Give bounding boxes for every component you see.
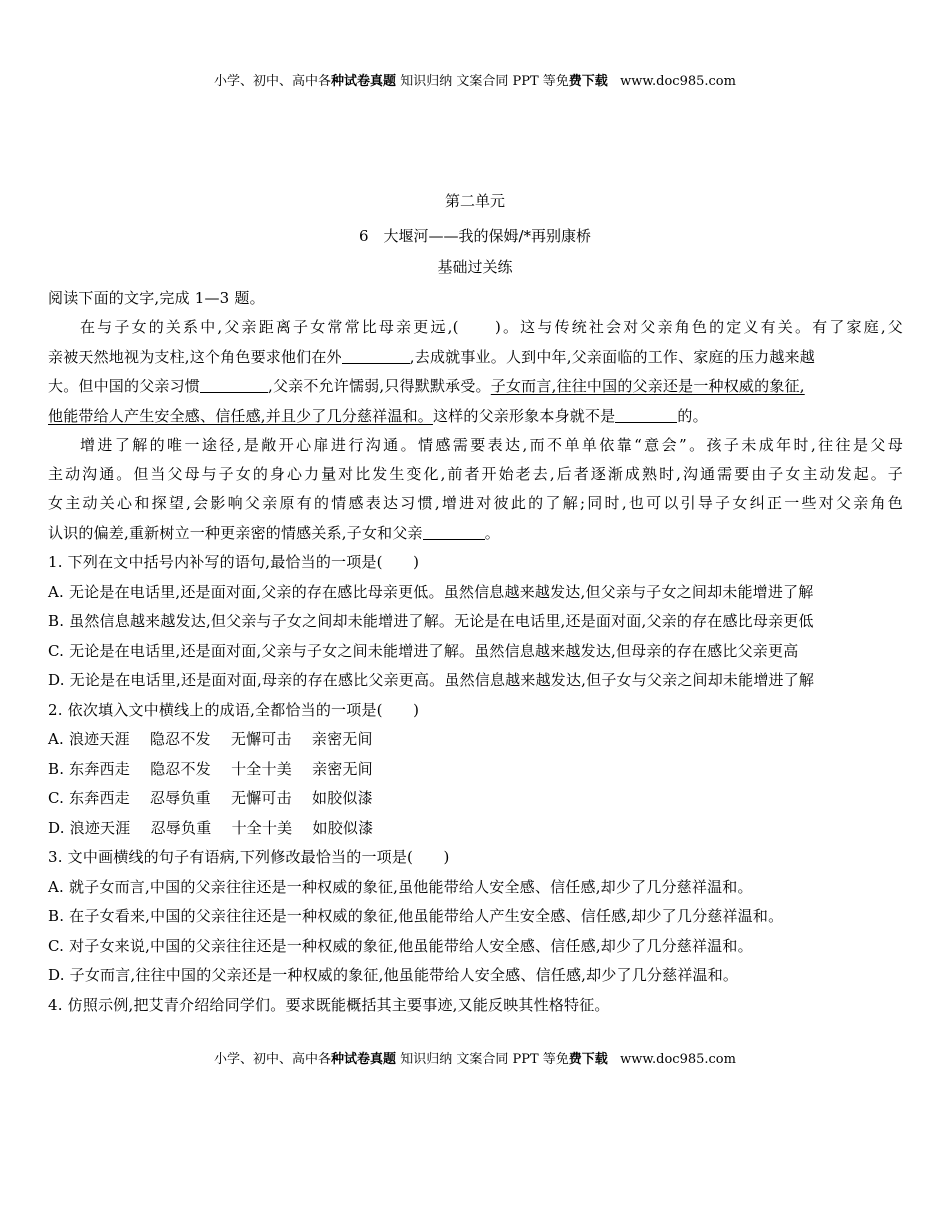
fill-blank-1[interactable] [342, 349, 410, 364]
question-3-option-d[interactable]: D. 子女而言,往往中国的父亲还是一种权威的象征,他虽能带给人安全感、信任感,却少了几分慈祥温和。 [48, 966, 739, 984]
question-1-option-d[interactable]: D. 无论是在电话里,还是面对面,母亲的存在感比父亲更高。虽然信息越来越发达,但子女与父亲之间却未能增进了解 [48, 671, 815, 689]
footer-bold-text: 种试卷真题 [331, 1052, 397, 1067]
underlined-sentence: 子女而言,往往中国的父亲还是一种权威的象征, [490, 377, 805, 395]
question-2-option-a[interactable]: A. 浪迹天涯 隐忍不发 无懈可击 亲密无间 [48, 730, 373, 748]
footer-url[interactable]: www.doc985.com [607, 1052, 736, 1067]
lesson-title: 6 大堰河——我的保姆/*再别康桥 [358, 227, 592, 245]
passage-p1-line4: 他能带给人产生安全感、信任感,并且少了几分慈祥温和。这样的父亲形象本身就不是 的。 [48, 407, 708, 425]
passage-p2-line3: 女主动关心和探望,会影响父亲原有的情感表达习惯,增进对彼此的了解;同时,也可以引导子女纠正一些对父亲角色 [48, 494, 903, 512]
underlined-sentence: 他能带给人产生安全感、信任感,并且少了几分慈祥温和。 [48, 407, 433, 425]
header-text: 小学、初中、高中各 [214, 74, 332, 89]
passage-p1-line2: 亲被天然地视为支柱,这个角色要求他们在外 ,去成就事业。人到中年,父亲面临的工作、家庭的压力越来越 [48, 348, 815, 366]
footer-bold-text: 费下载 [568, 1052, 608, 1067]
question-1-option-c[interactable]: C. 无论是在电话里,还是面对面,父亲与子女之间未能增进了解。虽然信息越来越发达,但母亲的存在感比父亲更高 [48, 642, 799, 660]
question-1-stem: 1. 下列在文中括号内补写的语句,最恰当的一项是( ) [48, 553, 420, 571]
passage-p2-line2: 主动沟通。但当父母与子女的身心力量对比发生变化,前者开始老去,后者逐渐成熟时,沟通需要由子女主动发起。子 [48, 465, 903, 483]
header-bold-text: 费下载 [568, 74, 608, 89]
unit-title: 第二单元 [444, 192, 505, 210]
question-2-option-c[interactable]: C. 东奔西走 忍辱负重 无懈可击 如胶似漆 [48, 789, 373, 807]
section-title: 基础过关练 [437, 258, 513, 276]
page-footer [0, 1048, 950, 1067]
page-header [0, 70, 950, 89]
fill-blank-3[interactable] [615, 408, 677, 423]
question-1-option-a[interactable]: A. 无论是在电话里,还是面对面,父亲的存在感比母亲更低。虽然信息越来越发达,但父亲与子女之间却未能增进了解 [48, 583, 814, 601]
question-3-option-a[interactable]: A. 就子女而言,中国的父亲往往还是一种权威的象征,虽他能带给人安全感、信任感,却少了几分慈祥温和。 [48, 878, 753, 896]
header-text: 知识归纳 [396, 74, 453, 89]
question-2-option-b[interactable]: B. 东奔西走 隐忍不发 十全十美 亲密无间 [48, 760, 373, 778]
header-url[interactable]: www.doc985.com [607, 74, 736, 89]
passage-p2-line1: 增进了解的唯一途径,是敞开心扉进行沟通。情感需要表达,而不单单依靠“意会”。孩子未成年时,往往是父母 [80, 436, 903, 454]
footer-text: 文案合同 PPT 等免 [452, 1052, 569, 1067]
question-3-option-c[interactable]: C. 对子女来说,中国的父亲往往还是一种权威的象征,他虽能带给人安全感、信任感,却少了几分慈祥温和。 [48, 937, 753, 955]
reading-intro: 阅读下面的文字,完成 1—3 题。 [48, 289, 265, 307]
footer-text: 知识归纳 [396, 1052, 453, 1067]
fill-blank-2[interactable] [200, 378, 268, 393]
question-2-stem: 2. 依次填入文中横线上的成语,全都恰当的一项是( ) [48, 701, 420, 719]
question-1-option-b[interactable]: B. 虽然信息越来越发达,但父亲与子女之间却未能增进了解。无论是在电话里,还是面对面,父亲的存在感比母亲更低 [48, 612, 814, 630]
question-4-stem: 4. 仿照示例,把艾青介绍给同学们。要求既能概括其主要事迹,又能反映其性格特征。 [48, 996, 610, 1014]
question-3-option-b[interactable]: B. 在子女看来,中国的父亲往往还是一种权威的象征,他虽能带给人产生安全感、信任感,却少了几分慈祥温和。 [48, 907, 784, 925]
fill-blank-4[interactable] [423, 525, 485, 540]
passage-p2-line4: 认识的偏差,重新树立一种更亲密的情感关系,子女和父亲 。 [48, 524, 500, 542]
footer-text: 小学、初中、高中各 [214, 1052, 332, 1067]
header-bold-text: 种试卷真题 [331, 74, 397, 89]
question-2-option-d[interactable]: D. 浪迹天涯 忍辱负重 十全十美 如胶似漆 [48, 819, 374, 837]
header-text: 文案合同 PPT 等免 [452, 74, 569, 89]
question-3-stem: 3. 文中画横线的句子有语病,下列修改最恰当的一项是( ) [48, 848, 450, 866]
passage-p1-line1: 在与子女的关系中,父亲距离子女常常比母亲更远,( )。这与传统社会对父亲角色的定义有关。有了家庭,父 [80, 318, 903, 336]
passage-p1-line3: 大。但中国的父亲习惯 ,父亲不允许懦弱,只得默默承受。子女而言,往往中国的父亲还是一种权威的象征, [48, 377, 805, 395]
